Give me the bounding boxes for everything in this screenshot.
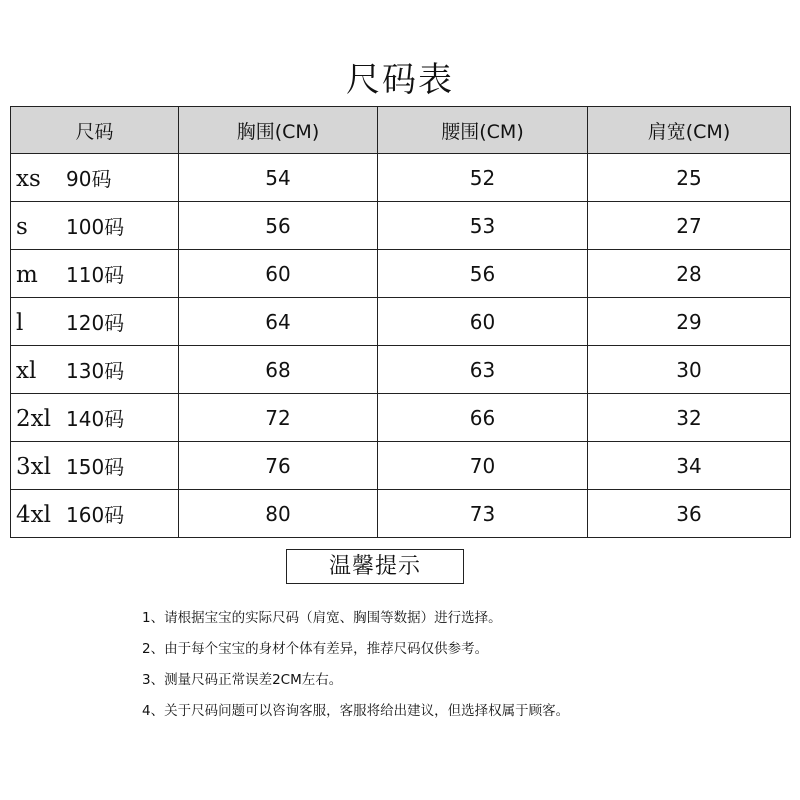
size-cell bbox=[11, 394, 179, 442]
chest-cell: 64 bbox=[179, 298, 378, 346]
table-row bbox=[11, 490, 791, 538]
tips-title: 温馨提示 bbox=[286, 549, 464, 584]
size-height: 150码 bbox=[66, 455, 125, 479]
table-row bbox=[11, 202, 791, 250]
shoulder-cell: 28 bbox=[588, 250, 791, 298]
chest-cell: 56 bbox=[179, 202, 378, 250]
shoulder-cell: 32 bbox=[588, 394, 791, 442]
chest-cell: 72 bbox=[179, 394, 378, 442]
size-height: 160码 bbox=[66, 503, 125, 527]
shoulder-cell: 36 bbox=[588, 490, 791, 538]
size-code: 4xl bbox=[16, 502, 51, 528]
size-code: m bbox=[16, 262, 38, 288]
header-waist: 腰围(CM) bbox=[378, 107, 588, 154]
size-height: 130码 bbox=[66, 359, 125, 383]
size-code: s bbox=[16, 214, 28, 240]
waist-cell: 63 bbox=[378, 346, 588, 394]
waist-cell: 73 bbox=[378, 490, 588, 538]
shoulder-cell: 29 bbox=[588, 298, 791, 346]
shoulder-cell: 34 bbox=[588, 442, 791, 490]
size-height: 140码 bbox=[66, 407, 125, 431]
size-height: 120码 bbox=[66, 311, 125, 335]
size-cell bbox=[11, 442, 179, 490]
chest-cell: 68 bbox=[179, 346, 378, 394]
waist-cell: 52 bbox=[378, 154, 588, 202]
size-height: 90码 bbox=[66, 167, 112, 191]
note-item: 1、请根据宝宝的实际尺码（肩宽、胸围等数据）进行选择。 bbox=[142, 610, 502, 626]
shoulder-cell: 25 bbox=[588, 154, 791, 202]
size-code: l bbox=[16, 310, 24, 336]
note-item: 3、测量尺码正常误差2CM左右。 bbox=[142, 672, 343, 688]
size-cell bbox=[11, 298, 179, 346]
size-code: xl bbox=[16, 358, 37, 384]
chest-cell: 60 bbox=[179, 250, 378, 298]
size-cell bbox=[11, 250, 179, 298]
waist-cell: 70 bbox=[378, 442, 588, 490]
waist-cell: 66 bbox=[378, 394, 588, 442]
table-row bbox=[11, 298, 791, 346]
note-item: 4、关于尺码问题可以咨询客服，客服将给出建议，但选择权属于顾客。 bbox=[142, 703, 570, 719]
waist-cell: 56 bbox=[378, 250, 588, 298]
table-header-row bbox=[11, 107, 791, 154]
size-cell bbox=[11, 154, 179, 202]
chest-cell: 76 bbox=[179, 442, 378, 490]
shoulder-cell: 30 bbox=[588, 346, 791, 394]
chest-cell: 80 bbox=[179, 490, 378, 538]
table-row bbox=[11, 250, 791, 298]
size-height: 110码 bbox=[66, 263, 125, 287]
size-code: xs bbox=[16, 166, 41, 192]
size-height: 100码 bbox=[66, 215, 125, 239]
size-code: 2xl bbox=[16, 406, 51, 432]
header-size: 尺码 bbox=[11, 107, 179, 154]
chest-cell: 54 bbox=[179, 154, 378, 202]
size-cell bbox=[11, 346, 179, 394]
tips-notes bbox=[142, 606, 782, 730]
header-shoulder: 肩宽(CM) bbox=[588, 107, 791, 154]
table-row bbox=[11, 442, 791, 490]
size-code: 3xl bbox=[16, 454, 51, 480]
table-row bbox=[11, 154, 791, 202]
table-row bbox=[11, 394, 791, 442]
note-item: 2、由于每个宝宝的身材个体有差异，推荐尺码仅供参考。 bbox=[142, 641, 489, 657]
table-row bbox=[11, 346, 791, 394]
waist-cell: 53 bbox=[378, 202, 588, 250]
waist-cell: 60 bbox=[378, 298, 588, 346]
shoulder-cell: 27 bbox=[588, 202, 791, 250]
page-title: 尺码表 bbox=[346, 60, 454, 100]
size-cell bbox=[11, 490, 179, 538]
size-cell bbox=[11, 202, 179, 250]
size-chart-table bbox=[10, 106, 791, 538]
header-chest: 胸围(CM) bbox=[179, 107, 378, 154]
